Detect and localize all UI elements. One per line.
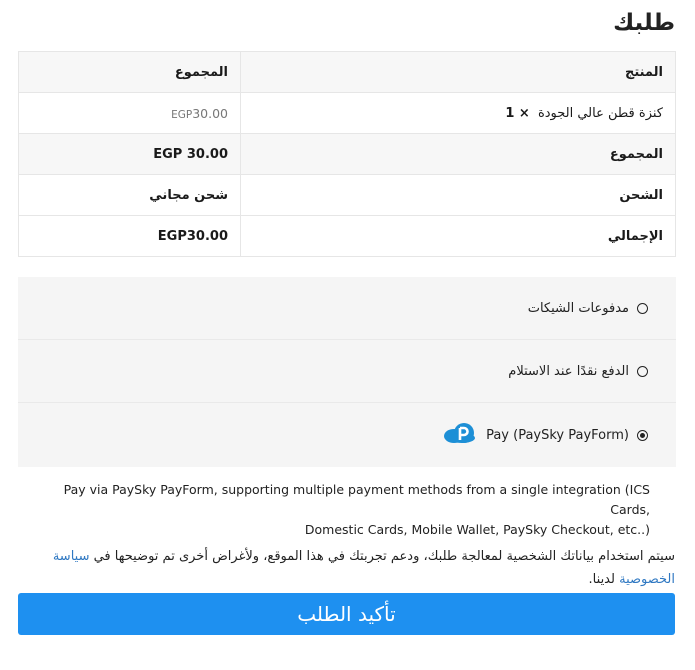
order-item-name: كنزة قطن عالي الجودة	[537, 105, 663, 121]
privacy-text-end: لدينا.	[588, 572, 620, 587]
order-item-currency: EGP	[171, 108, 193, 121]
order-item-quantity: × 1	[505, 105, 530, 121]
payment-method-cod[interactable]	[18, 340, 676, 403]
privacy-policy-link[interactable]: سياسة الخصوصية	[52, 549, 675, 587]
radio-button-selected[interactable]	[637, 430, 648, 441]
radio-button[interactable]	[637, 303, 648, 314]
payment-method-label: الدفع نقدًا عند الاستلام	[508, 363, 629, 379]
total-column-header: المجموع	[19, 52, 241, 93]
grand-total-price-cell	[19, 216, 241, 257]
payment-method-label: مدفوعات الشيكات	[527, 300, 629, 316]
page-title: طلبك	[613, 10, 675, 36]
payment-methods-list	[18, 277, 676, 467]
shipping-row	[19, 175, 676, 216]
order-item-cell	[241, 93, 676, 134]
privacy-notice	[15, 545, 675, 591]
grand-total-label: الإجمالي	[241, 216, 676, 257]
payment-method-description	[40, 480, 650, 540]
payment-description-line: Pay via PaySky PayForm, supporting multiple payment methods from a single integration (ICS Cards,	[63, 482, 650, 517]
grand-total-currency: EGP	[157, 228, 187, 244]
subtotal-price-cell	[19, 134, 241, 175]
paysky-cloud-icon	[442, 422, 478, 448]
subtotal-label: المجموع	[241, 134, 676, 175]
payment-method-paysky[interactable]	[18, 403, 676, 467]
table-header-row	[19, 52, 676, 93]
order-summary-table	[18, 51, 676, 257]
privacy-text: سيتم استخدام بياناتك الشخصية لمعالجة طلبك، ودعم تجربتك في هذا الموقع، ولأغراض أخرى تم توضيحها في	[89, 549, 675, 564]
payment-method-label: Pay (PaySky PayForm)	[486, 427, 629, 443]
payment-description-line: Domestic Cards, Mobile Wallet, PaySky Checkout, etc..)	[304, 522, 650, 537]
order-item-price-cell	[19, 93, 241, 134]
subtotal-row	[19, 134, 676, 175]
payment-method-cheque[interactable]	[18, 277, 676, 340]
grand-total-price: 30.00	[186, 228, 228, 244]
order-item-row	[19, 93, 676, 134]
order-item-price: 30.00	[192, 105, 228, 121]
place-order-button[interactable]: تأكيد الطلب	[18, 593, 675, 635]
subtotal-currency: EGP	[153, 146, 183, 162]
shipping-label: الشحن	[241, 175, 676, 216]
subtotal-price: 30.00	[186, 146, 228, 162]
product-column-header: المنتج	[241, 52, 676, 93]
radio-button[interactable]	[637, 366, 648, 377]
shipping-value: شحن مجاني	[19, 175, 241, 216]
grand-total-row	[19, 216, 676, 257]
